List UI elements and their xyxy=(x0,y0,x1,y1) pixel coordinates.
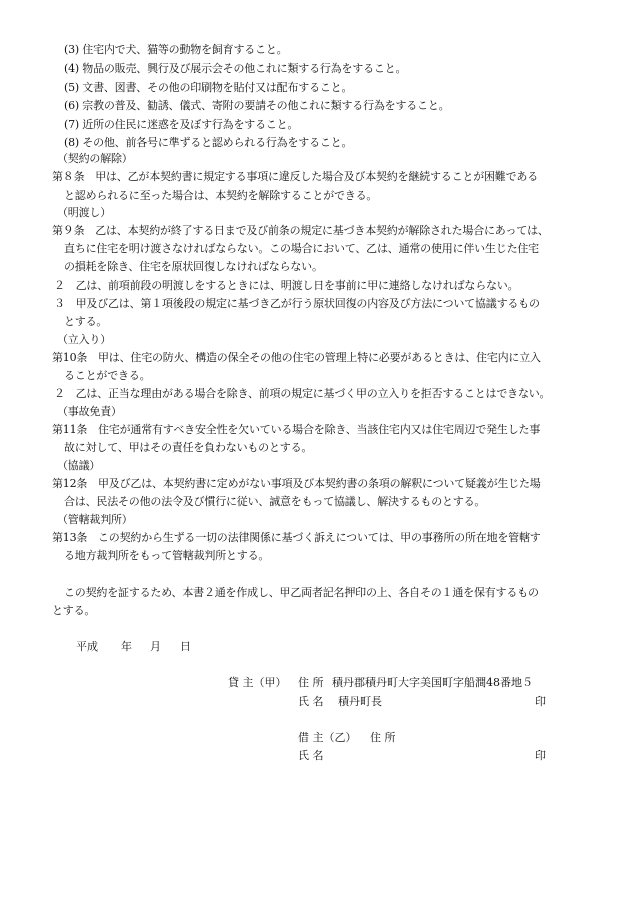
date-month: 月 xyxy=(150,640,161,653)
article-text: 第10条 甲は、住宅の防火、構造の保全その他の住宅の管理上特に必要があるときは、住宅内に立入 xyxy=(52,351,541,364)
lessor-address: 積丹郡積丹町大字美国町字船澗48番地５ xyxy=(332,676,533,689)
list-item: (7) 近所の住民に迷惑を及ぼす行為をすること。 xyxy=(64,118,299,131)
article-text: 故に対して、甲はその責任を負わないものとする。 xyxy=(64,441,313,454)
date-day: 日 xyxy=(180,640,191,653)
lessor-seal: 印 xyxy=(535,695,546,708)
article-heading: （明渡し） xyxy=(57,206,111,219)
lessor-name: 積丹町長 xyxy=(338,695,382,708)
article-heading: （契約の解除） xyxy=(57,152,133,165)
lessee-seal: 印 xyxy=(535,749,546,762)
article-text: の損耗を除き、住宅を原状回復しなければならない。 xyxy=(64,260,323,273)
list-item: (4) 物品の販売、興行及び展示会その他これに類する行為をすること。 xyxy=(64,62,407,75)
closing-text: この契約を証するため、本書２通を作成し、甲乙両者記名押印の上、各自その１通を保有するもの xyxy=(64,586,539,599)
lessor-label: 貸 主（甲） xyxy=(228,676,287,689)
article-text: 第12条 甲及び乙は、本契約書に定めがない事項及び本契約書の条項の解釈について疑義が生じた場 xyxy=(52,477,541,490)
article-text: ３ 甲及び乙は、第１項後段の規定に基づき乙が行う原状回復の内容及び方法について協議するもの xyxy=(54,297,540,310)
list-item: (6) 宗教の普及、勧誘、儀式、寄附の要請その他これに類する行為をすること。 xyxy=(64,99,450,112)
article-text: ２ 乙は、前項前段の明渡しをするときには、明渡し日を事前に甲に連絡しなければならない。 xyxy=(54,279,519,292)
article-heading: （事故免責） xyxy=(57,405,122,418)
list-item: (3) 住宅内で犬、猫等の動物を飼育すること。 xyxy=(64,43,288,56)
article-text: ることができる。 xyxy=(64,369,151,382)
article-text: 合は、民法その他の法令及び慣行に従い、誠意をもって協議し、解決するものとする。 xyxy=(64,495,486,508)
article-heading: （立入り） xyxy=(57,333,111,346)
list-item: (8) その他、前各号に準ずると認められる行為をすること。 xyxy=(64,136,353,149)
article-heading: （管轄裁判所） xyxy=(57,513,133,526)
lessee-name-label: 氏 名 xyxy=(298,749,324,762)
article-text: と認められるに至った場合は、本契約を解除することができる。 xyxy=(64,189,378,202)
article-text: 第11条 住宅が通常有すべき安全性を欠いている場合を除き、当該住宅内又は住宅周辺で発生した事 xyxy=(52,423,541,436)
lessee-address-label: 住 所 xyxy=(370,731,396,744)
closing-text: とする。 xyxy=(52,604,96,617)
article-text: 直ちに住宅を明け渡さなければならない。この場合において、乙は、通常の使用に伴い生じた住宅 xyxy=(64,242,539,255)
date-era: 平成 xyxy=(76,640,98,653)
date-year: 年 xyxy=(121,640,132,653)
list-item: (5) 文書、図書、その他の印刷物を貼付又は配布すること。 xyxy=(64,81,353,94)
lessor-name-label: 氏 名 xyxy=(298,695,324,708)
lessee-label: 借 主（乙） xyxy=(298,731,357,744)
article-text: 第８条 甲は、乙が本契約書に規定する事項に違反した場合及び本契約を継続することが困難である xyxy=(52,170,538,183)
article-text: 第９条 乙は、本契約が終了する日まで及び前条の規定に基づき本契約が解除された場合にあっては、 xyxy=(52,224,549,237)
article-text: 第13条 この契約から生ずる一切の法律関係に基づく訴えについては、甲の事務所の所在地を管轄す xyxy=(52,531,541,544)
article-text: る地方裁判所をもって管轄裁判所とする。 xyxy=(64,549,270,562)
article-text: とする。 xyxy=(64,315,108,328)
lessor-address-label: 住 所 xyxy=(298,676,324,689)
article-heading: （協議） xyxy=(57,459,101,472)
article-text: ２ 乙は、正当な理由がある場合を除き、前項の規定に基づく甲の立入りを拒否することはできない。 xyxy=(54,387,551,400)
